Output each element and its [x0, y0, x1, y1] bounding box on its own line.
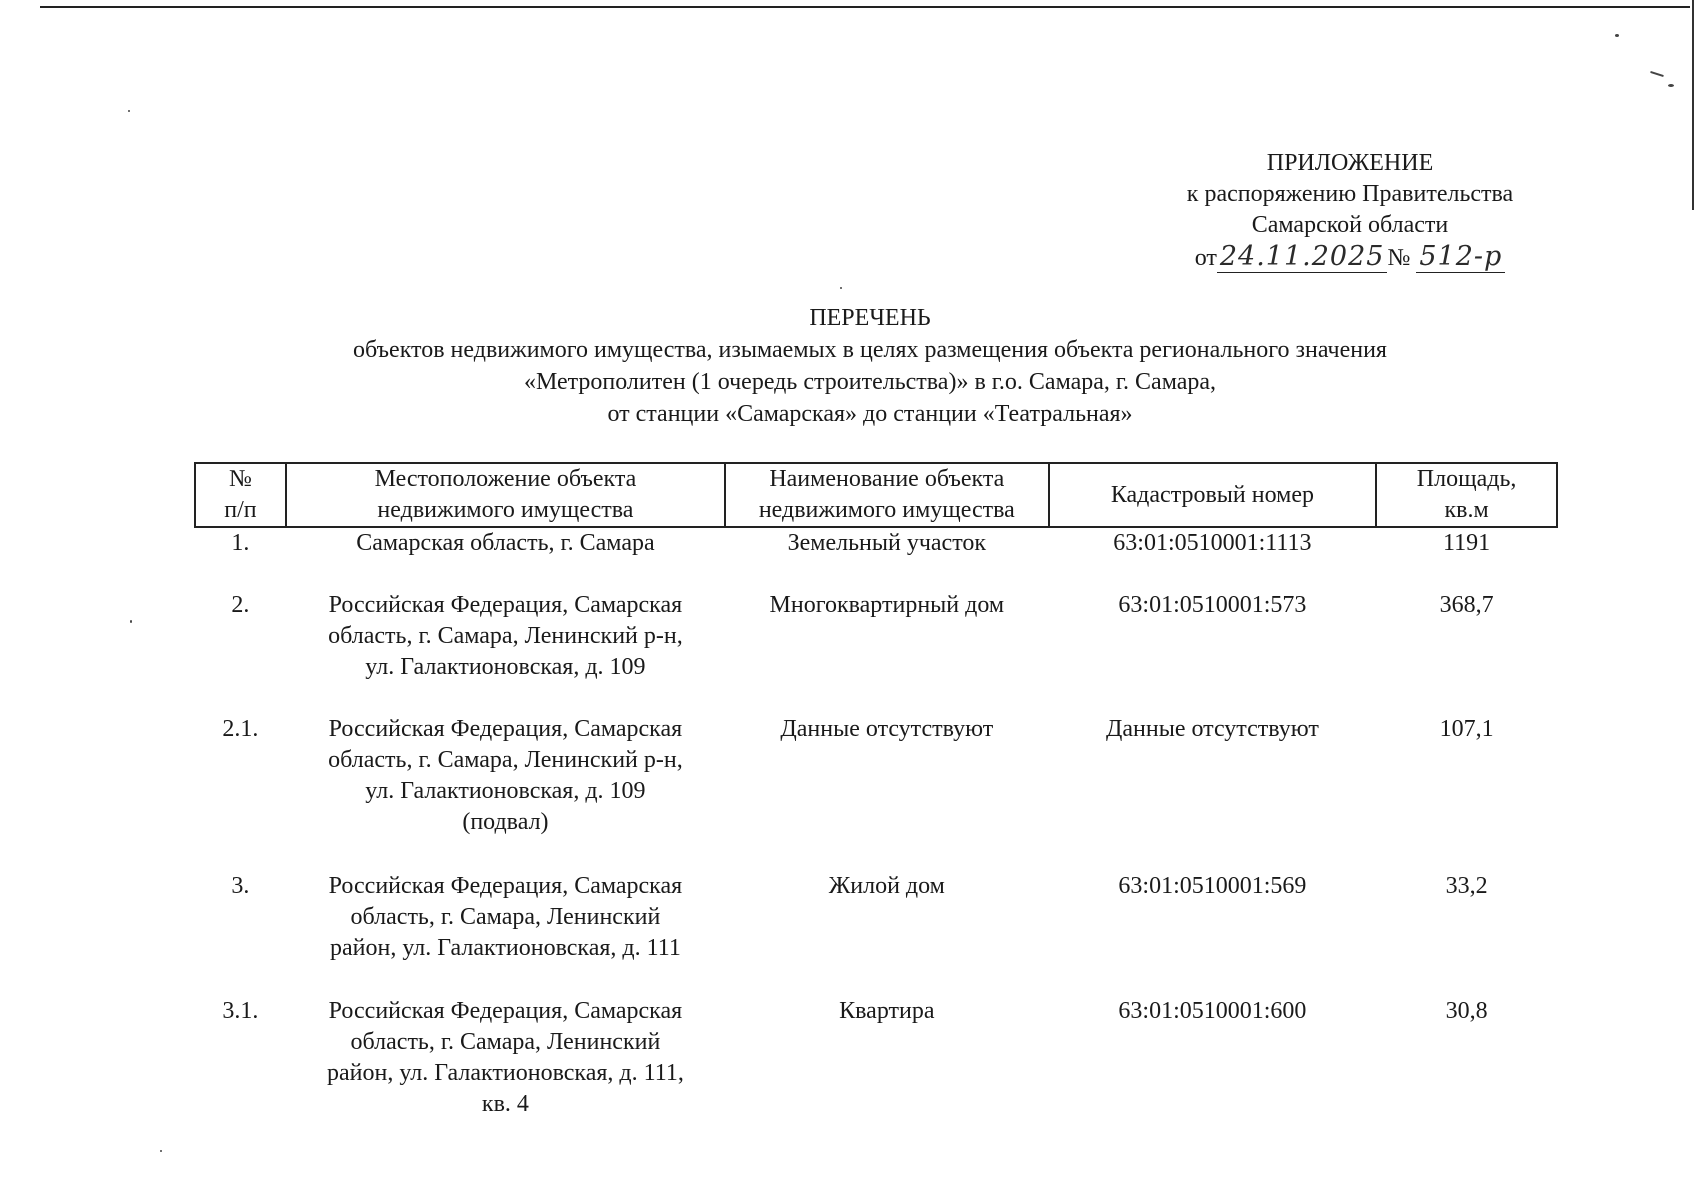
header-cadastral: Кадастровый номер: [1049, 463, 1377, 527]
document-heading: [250, 302, 1490, 430]
header-number: [195, 463, 286, 527]
header-location-line-1: Местоположение объекта: [374, 466, 637, 492]
row-location-line: (подвал): [462, 809, 549, 835]
annex-title: ПРИЛОЖЕНИЕ: [1266, 150, 1434, 176]
row-location-line: область, г. Самара, Ленинский р-н,: [328, 623, 683, 649]
header-location-line-2: недвижимого имущества: [377, 497, 634, 523]
heading-line-1: объектов недвижимого имущества, изымаемых в целях размещения объекта регионального значения: [353, 337, 1387, 363]
header-area-line-2: кв.м: [1444, 497, 1489, 523]
row-location-line: область, г. Самара, Ленинский: [350, 904, 661, 930]
header-object-name-line-2: недвижимого имущества: [758, 497, 1015, 523]
row-location: [286, 714, 725, 871]
header-object-name: [725, 463, 1049, 527]
row-location-line: область, г. Самара, Ленинский: [350, 1029, 661, 1055]
table-row: [195, 996, 1557, 1126]
row-object-name: Земельный участок: [787, 530, 987, 556]
table-row: [195, 590, 1557, 714]
row-location-line: район, ул. Галактионовская, д. 111: [330, 935, 681, 961]
row-number: 2.: [231, 592, 250, 618]
handwritten-number: 512-р: [1416, 241, 1505, 273]
row-location-line: ул. Галактионовская, д. 109: [365, 654, 646, 680]
handwritten-date: 24.11.2025: [1217, 241, 1388, 273]
header-object-name-line-1: Наименование объекта: [769, 466, 1005, 492]
header-area: [1376, 463, 1557, 527]
scan-right-border: [1692, 0, 1694, 210]
row-object-name: Многоквартирный дом: [769, 592, 1005, 618]
row-number: 1.: [231, 530, 250, 556]
header-number-line-2: п/п: [224, 497, 257, 523]
table-row: [195, 871, 1557, 996]
annex-date-line: [1140, 241, 1560, 277]
row-location: [286, 590, 725, 714]
table-row: [195, 527, 1557, 590]
row-location-line: Российская Федерация, Самарская: [328, 998, 683, 1024]
date-prefix: от: [1194, 245, 1217, 271]
row-cadastral: 63:01:0510001:573: [1118, 592, 1307, 618]
header-location: [286, 463, 725, 527]
row-location-line: ул. Галактионовская, д. 109: [365, 778, 646, 804]
scan-speck: [130, 620, 132, 623]
row-area: 1191: [1443, 530, 1491, 556]
row-area: 30,8: [1445, 998, 1488, 1024]
number-prefix: №: [1387, 245, 1411, 271]
heading-line-2: «Метрополитен (1 очередь строительства)» в г.о. Самара, г. Самара,: [523, 369, 1217, 395]
row-location-line: район, ул. Галактионовская, д. 111,: [327, 1060, 684, 1086]
row-location: [286, 527, 725, 590]
heading-line-3: от станции «Самарская» до станции «Театральная»: [607, 401, 1133, 427]
row-location-line: Российская Федерация, Самарская: [328, 592, 683, 618]
annex-block: [1140, 148, 1560, 277]
row-object-name: Данные отсутствуют: [780, 716, 994, 742]
row-location-line: Российская Федерация, Самарская: [328, 716, 683, 742]
row-cadastral: 63:01:0510001:600: [1118, 998, 1307, 1024]
heading-title: ПЕРЕЧЕНЬ: [809, 305, 931, 331]
row-location-line: кв. 4: [481, 1091, 529, 1117]
property-table: [194, 462, 1558, 1126]
row-area: 107,1: [1439, 716, 1494, 742]
row-number: 2.1.: [222, 716, 259, 742]
row-location-line: Российская Федерация, Самарская: [328, 873, 683, 899]
header-area-line-1: Площадь,: [1416, 466, 1517, 492]
scan-speck: [128, 110, 130, 112]
row-cadastral: 63:01:0510001:1113: [1113, 530, 1312, 556]
scan-speck: [840, 287, 842, 289]
annex-authority: Самарской области: [1251, 212, 1449, 238]
table-header-row: [195, 463, 1557, 527]
header-number-line-1: №: [228, 466, 252, 492]
row-area: 33,2: [1445, 873, 1488, 899]
annex-reference: к распоряжению Правительства: [1186, 181, 1514, 207]
row-number: 3.1.: [222, 998, 259, 1024]
row-cadastral: Данные отсутствуют: [1106, 716, 1319, 742]
row-cadastral: 63:01:0510001:569: [1118, 873, 1307, 899]
scan-speck: [1615, 34, 1619, 37]
table-row: [195, 714, 1557, 871]
scan-top-border: [40, 6, 1690, 8]
row-location-line: область, г. Самара, Ленинский р-н,: [328, 747, 683, 773]
row-location-line: Самарская область, г. Самара: [356, 530, 655, 556]
row-location: [286, 996, 725, 1126]
row-object-name: Квартира: [839, 998, 935, 1024]
row-object-name: Жилой дом: [828, 873, 945, 899]
scan-speck: [1668, 84, 1674, 87]
scan-speck: [1650, 71, 1664, 77]
row-area: 368,7: [1439, 592, 1494, 618]
scan-speck: [160, 1150, 162, 1152]
row-location: [286, 871, 725, 996]
row-number: 3.: [231, 873, 250, 899]
